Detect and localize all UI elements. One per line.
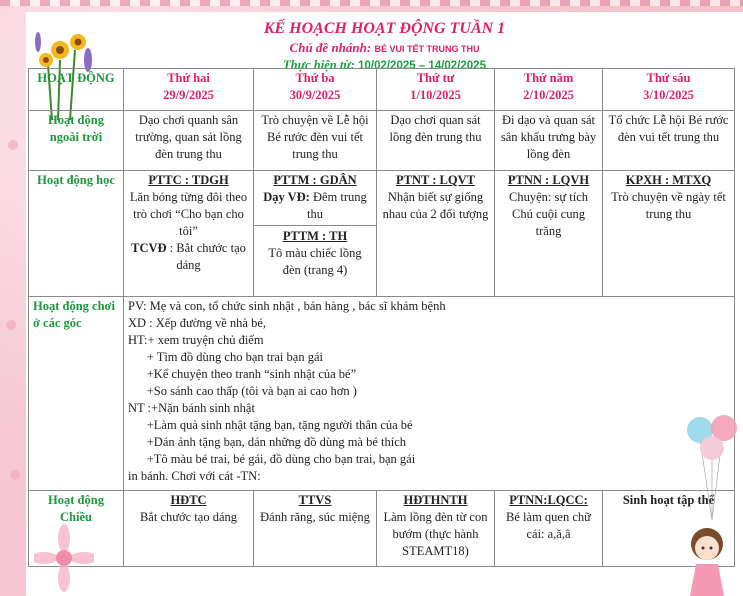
period-value: 10/02/2025 – 14/02/2025 [358,60,486,72]
row-label-outdoor: Hoạt động ngoài trời [29,111,124,171]
day-name: Thứ sáu [646,71,691,85]
afternoon-activity-row [29,491,735,567]
afternoon-cell [377,491,495,567]
subject-code: TCVĐ [131,241,167,255]
day-name: Thứ ba [295,71,335,85]
page-title: KẾ HOẠCH HOẠT ĐỘNG TUẦN 1 [263,20,506,37]
subject-code: PTNT : LQVT [396,173,475,187]
day-date: 30/9/2025 [289,88,341,102]
day-date: 1/10/2025 [410,88,461,102]
activity-text: Đánh răng, súc miệng [260,510,370,524]
day-header-cell [124,69,254,111]
subject-code: KPXH : MTXQ [625,173,712,187]
activity-text: : Bắt chước tạo dáng [169,241,246,272]
note-line: HT:+ xem truyện chủ điểm [128,333,264,347]
note-line: +Kể chuyện theo tranh “sinh nhật của bé” [128,367,357,381]
weekly-plan-table [28,68,735,567]
activity-text: Nhận biết sự giống nhau của 2 đối tượng [382,190,489,221]
day-name: Thứ hai [167,71,210,85]
daisy-flower-icon [34,520,94,596]
cartoon-girl-icon [672,520,742,596]
day-header-cell [377,69,495,111]
outdoor-cell: Dạo chơi quan sát lồng đèn trung thu [377,111,495,171]
note-line: +Dán ảnh tặng bạn, dán những đồ dùng mà bé thích [128,435,407,449]
activity-line [258,189,372,223]
activity-text: Trò chuyện về ngày tết trung thu [611,190,726,221]
day-date: 3/10/2025 [643,88,694,102]
secondary-activity [128,240,249,274]
day-header-row [29,69,735,111]
outdoor-cell: Đi dạo và quan sát sân khấu trưng bày lồng đèn [495,111,603,171]
day-header-cell [603,69,735,111]
document-header [26,18,743,74]
activity-prefix: Dạy VĐ: [263,190,310,204]
outdoor-cell: Tổ chức Lễ hội Bé rước đèn vui tết trung thu [603,111,735,171]
day-date: 29/9/2025 [163,88,214,102]
activity-text: Lăn bóng từng đôi theo trò chơi “Cho bạn cho tôi” [129,190,248,238]
note-line: +So sánh cao thấp (tôi và bạn ai cao hơn ) [128,384,357,398]
activity-text: Chuyện: sự tích Chú cuội cung trăng [509,190,588,238]
study-cell-tuesday [254,171,377,297]
day-date: 2/10/2025 [523,88,574,102]
subject-code: HĐTHNTH [403,493,468,507]
balloons-icon [682,410,742,530]
top-decorative-stripe [0,0,743,6]
row-label-study: Hoạt động học [29,171,124,297]
subject-code: PTTM : TH [282,229,348,243]
outdoor-cell: Dạo chơi quanh sân trường, quan sát lồng đèn trung thu [124,111,254,171]
theme-value: BÉ VUI TẾT TRUNG THU [374,44,480,54]
day-name: Thứ tư [416,71,455,85]
day-header-cell [254,69,377,111]
corner-play-row [29,297,735,491]
note-line: XD : Xếp đường về nhà bé, [128,316,267,330]
activity-text: Tô màu chiếc lồng đèn (trang 4) [268,246,362,277]
study-cell-wednesday [377,171,495,297]
study-cell-thursday [495,171,603,297]
note-line: in bánh. Chơi với cát -TN: [128,469,261,483]
period-label: Thực hiện từ: [283,58,355,72]
activity-text: Bắt chước tạo dáng [139,510,238,524]
subject-code: HĐTC [170,493,207,507]
row-label-afternoon: Hoạt động Chiều [29,491,124,567]
sub-activity-block [254,225,376,279]
row-label-corners: Hoạt động chơi ở các góc [29,297,124,491]
theme-label: Chủ đề nhánh: [289,40,372,55]
study-activity-row [29,171,735,297]
note-line: PV: Mẹ và con, tổ chức sinh nhật , bán hàng , bác sĩ khám bệnh [128,299,446,313]
corner-play-notes [124,297,735,491]
activity-text: Làm lồng đèn từ con bướm (thực hành STEAMT18) [383,510,488,558]
outdoor-cell: Trò chuyện về Lễ hội Bé rước đèn vui tết trung thu [254,111,377,171]
paw-print-decoration [6,320,16,330]
day-header-cell [495,69,603,111]
paw-print-decoration [8,140,18,150]
theme-line [26,40,743,57]
corner-header: HOẠT ĐỘNG [29,69,124,111]
activity-text: Đêm trung thu [307,190,367,221]
outdoor-activity-row [29,111,735,171]
note-line: + Tìm đồ dùng cho bạn trai bạn gái [128,350,323,364]
note-line: NT :+Nặn bánh sinh nhật [128,401,255,415]
subject-code: PTNN:LQCC: [509,493,588,507]
paw-print-decoration [10,470,20,480]
subject-code: PTTM : GDÂN [273,173,357,187]
study-cell-monday [124,171,254,297]
day-name: Thứ năm [523,71,574,85]
subject-code: PTNN : LQVH [507,173,590,187]
activity-text: Bé làm quen chữ cái: a,ă,â [506,510,591,541]
study-cell-friday [603,171,735,297]
subject-code: TTVS [298,493,332,507]
note-line: +Làm quà sinh nhật tặng bạn, tặng người thân của bé [128,418,413,432]
note-line: +Tô màu bé trai, bé gái, đồ dùng cho bạn trai, bạn gái [128,452,416,466]
afternoon-cell [254,491,377,567]
afternoon-cell [124,491,254,567]
subject-code: PTTC : TDGH [148,173,229,187]
subject-code: Sinh hoạt tập thể [622,493,715,507]
afternoon-cell [495,491,603,567]
